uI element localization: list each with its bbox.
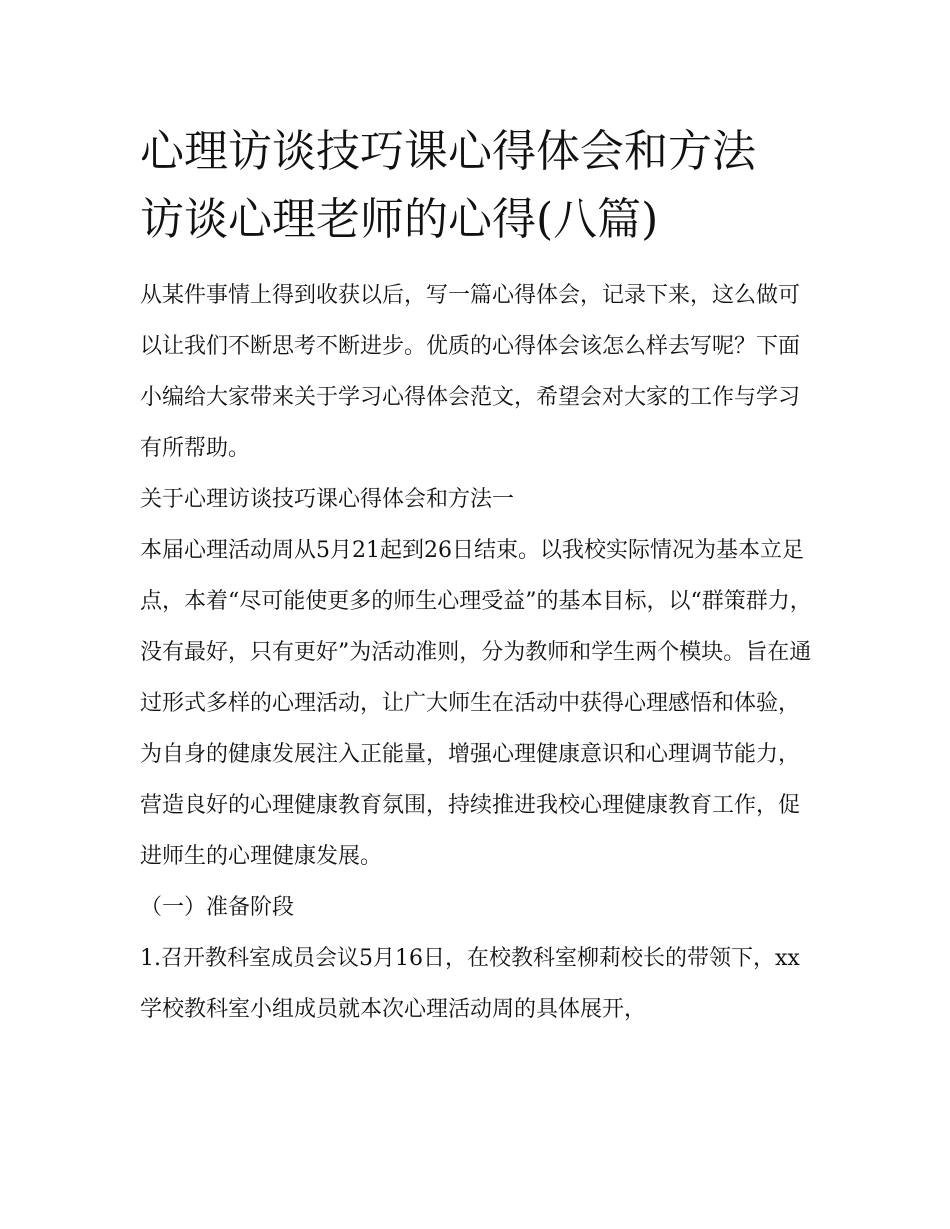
- intro-paragraph: 从某件事情上得到收获以后，写一篇心得体会，记录下来，这么做可以让我们不断思考不断进步。优质的心得体会该怎么样去写呢？下面小编给大家带来关于学习心得体会范文，希望会对大家的工作与学习有所帮助。: [140, 283, 801, 461]
- list-item: 1.召开教科室成员会议5月16日，在校教科室柳莉校长的带领下，xx学校教科室小组成员就本次心理活动周的具体展开，: [140, 946, 800, 1022]
- section-paragraph: 本届心理活动周从5月21起到26日结束。以我校实际情况为基本立足点，本着“尽可能使更多的师生心理受益”的基本目标，以“群策群力，没有最好，只有更好”为活动准则，分为教师和学生两个模块。旨在通过形式多样的心理活动，让广大师生在活动中获得心理感悟和体验，为自身的健康发展注入正能量，增强心理健康意识和心理调节能力，营造良好的心理健康教育氛围，持续推进我校心理健康教育工作，促进师生的心理健康发展。: [140, 538, 812, 869]
- section-heading: 关于心理访谈技巧课心得体会和方法一: [140, 487, 515, 512]
- subsection-heading: （一）准备阶段: [140, 895, 295, 920]
- section-one: [140, 474, 812, 1035]
- document-body: [140, 118, 812, 1035]
- document-title: 心理访谈技巧课心得体会和方法 访谈心理老师的心得(八篇): [140, 126, 756, 245]
